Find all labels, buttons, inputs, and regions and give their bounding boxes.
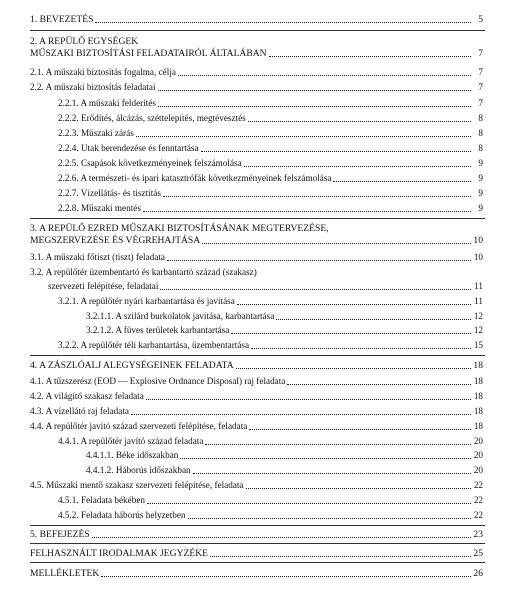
toc-entry-2-2-8[interactable] [58,203,483,214]
toc-page-number: 18 [473,360,483,371]
toc-entry-5[interactable] [30,529,483,540]
toc-entry-4[interactable] [30,360,483,371]
dot-leader [136,136,471,137]
toc-entry-3-2-2[interactable] [58,340,483,351]
dot-leader [147,503,471,504]
toc-entry-label: 2.1. A műszaki biztosítás fogalma, célja [30,67,176,77]
toc-entry-label: 2.2.6. A természeti- és ipari katasztrófák következményeinek felszámolása [58,173,332,183]
toc-page-number: 18 [473,391,483,401]
toc-page-number: 7 [478,48,483,59]
dot-leader [276,319,471,320]
toc-entry-label: 4.5. Műszaki mentő szakasz szervezeti felépítése, feladata [30,480,244,490]
toc-entry-label: 2.2.8. Műszaki mentés [58,203,141,213]
toc-page-number: 12 [473,325,483,335]
toc-entry-2-1[interactable] [30,67,483,78]
dot-leader [333,181,471,182]
toc-page-number: 20 [473,465,483,475]
dot-leader [160,289,471,290]
toc-page-number: 8 [478,113,483,123]
toc-entry-3-2-1-2[interactable] [86,325,483,336]
section-divider [30,30,485,31]
toc-entry-label: 3.2.1.2. A füves területek karbantartása [86,325,230,335]
toc-page-number: 8 [478,143,483,153]
dot-leader [269,56,471,57]
toc-page-number: 11 [474,296,483,306]
toc-page-number: 26 [473,568,483,579]
toc-entry-label: 2.2.3. Műszaki zárás [58,128,134,138]
dot-leader [163,196,471,197]
toc-entry-3-2-1[interactable] [58,296,483,307]
toc-entry-4-4-1-2[interactable] [86,465,483,476]
toc-entry-2-2-4[interactable] [58,143,483,154]
toc-page-number: 9 [478,173,483,183]
toc-entry-4-5-1[interactable] [58,495,483,506]
toc-page-number: 18 [473,421,483,431]
toc-entry-3-1[interactable] [30,252,483,263]
toc-entry-label: 5. BEFEJEZÉS [30,529,90,540]
toc-entry-1[interactable] [30,14,483,25]
dot-leader [244,166,471,167]
toc-entry-label: 2.2.1. A műszaki felderítés [58,98,156,108]
toc-entry-2-2-3[interactable] [58,128,483,139]
toc-entry-4-4-1[interactable] [58,436,483,447]
toc-entry-label: 4. A ZÁSZLÓALJ ALEGYSÉGEINEK FELADATA [30,360,234,371]
toc-page-number: 11 [474,281,483,291]
toc-entry-label: 4.5.1. Feladata békében [58,495,145,505]
section-divider [30,218,485,219]
dot-leader [167,260,471,261]
toc-page-number: 9 [478,203,483,213]
dot-leader [158,106,471,107]
toc-entry-label: 3.1. A műszaki főtiszt (tiszt) feladata [30,252,165,262]
toc-entry-label: szervezeti felépítése, feladatai [48,281,159,291]
toc-page-number: 7 [478,82,483,92]
toc-page-number: 9 [478,158,483,168]
toc-page-number: 22 [473,495,483,505]
toc-entry-4-4[interactable] [30,421,483,432]
section-divider [30,562,485,563]
dot-leader [131,414,471,415]
dot-leader [201,151,471,152]
dot-leader [146,399,471,400]
toc-entry-2-2-6[interactable] [58,173,483,184]
dot-leader [251,348,471,349]
dot-leader [95,22,471,23]
toc-entry-label: MŰSZAKI BIZTOSÍTÁSI FELADATAIRÓL ÁLTALÁBAN [30,48,267,59]
dot-leader [178,75,471,76]
toc-entry-2-2-1[interactable] [58,98,483,109]
dot-leader [249,429,471,430]
dot-leader [210,556,471,557]
toc-entry-label: 4.4.1.2. Háborús időszakban [86,465,191,475]
toc-entry-2-2-5[interactable] [58,158,483,169]
toc-page-number: 8 [478,128,483,138]
dot-leader [248,121,471,122]
dot-leader [158,90,471,91]
toc-page-number: 18 [473,376,483,386]
toc-page-number: 25 [473,548,483,559]
toc-entry-3[interactable] [30,235,483,246]
section-divider [30,355,485,356]
toc-entry-4-2[interactable] [30,391,483,402]
toc-entry-3-2-line1: 3.2. A repülőtér üzembentartó és karbantartó század (szakasz) [30,267,257,277]
toc-entry-2-2-2[interactable] [58,113,483,124]
dot-leader [92,537,471,538]
toc-entry-label: 3.2.2. A repülőtér téli karbantartása, üzembentartása [58,340,250,350]
toc-entry-4-5-2[interactable] [58,510,483,521]
toc-entry-3-2-1-1[interactable] [86,311,483,322]
toc-entry-label: 4.4. A repülőtér javító század szervezeti felépítése, feladata [30,421,248,431]
toc-page-number: 10 [473,235,483,246]
toc-page-number: 10 [473,252,483,262]
toc-entry-4-5[interactable] [30,480,483,491]
toc-entry-label: 4.4.1.1. Béke időszakban [86,450,179,460]
toc-entry-label: FELHASZNÁLT IRODALMAK JEGYZÉKE [30,548,209,559]
dot-leader [236,368,471,369]
dot-leader [143,211,471,212]
dot-leader [188,518,471,519]
toc-entry-label: 4.1. A tűzszerész (EOD — Explosive Ordnance Disposal) raj feladata [30,376,286,386]
dot-leader [231,333,471,334]
toc-entry-appendices[interactable] [30,568,483,579]
toc-entry-references[interactable] [30,548,483,559]
toc-entry-label: 3.2.1. A repülőtér nyári karbantartása és javítása [58,296,235,306]
toc-page-number: 7 [478,98,483,108]
toc-entry-2-2[interactable] [30,82,483,93]
toc-entry-label: 1. BEVEZETÉS [30,14,94,25]
toc-entry-label: 4.2. A világító szakasz feladata [30,391,144,401]
toc-entry-2[interactable] [30,48,483,59]
toc-page-number: 22 [473,510,483,520]
toc-entry-3-line1: 3. A REPÜLŐ EZRED MŰSZAKI BIZTOSÍTÁSÁNAK MEGTERVEZÉSE, [30,223,329,234]
toc-entry-label: 4.5.2. Feladata háborús helyzetben [58,510,186,520]
dot-leader [202,243,471,244]
toc-entry-2-line1: 2. A REPÜLŐ EGYSÉGEK [30,36,139,47]
toc-entry-label: 2.2.4. Utak berendezése és fenntartása [58,143,199,153]
toc-entry-4-1[interactable] [30,376,483,387]
dot-leader [180,458,471,459]
dot-leader [101,576,471,577]
dot-leader [237,304,471,305]
section-divider [30,525,485,526]
toc-entry-3-2[interactable] [48,281,483,292]
toc-entry-label: 2.2.7. Vízellátás- és tisztítás [58,188,161,198]
toc-entry-4-4-1-1[interactable] [86,450,483,461]
toc-entry-label: MEGSZERVEZÉSE ÉS VÉGREHAJTÁSA [30,235,201,246]
toc-page-number: 20 [473,450,483,460]
toc-page-number: 23 [473,529,483,540]
toc-page-number: 15 [473,340,483,350]
toc-page-number: 5 [478,14,483,25]
toc-page-number: 18 [473,406,483,416]
dot-leader [287,384,471,385]
dot-leader [193,473,471,474]
toc-page-number: 12 [473,311,483,321]
toc-entry-2-2-7[interactable] [58,188,483,199]
dot-leader [205,444,471,445]
toc-entry-label: 2.2. A műszaki biztosítás feladatai [30,82,156,92]
dot-leader [246,488,471,489]
toc-entry-label: 4.3. A vízellátó raj feladata [30,406,129,416]
toc-page-number: 7 [478,67,483,77]
toc-page-number: 20 [473,436,483,446]
toc-entry-label: 2.2.5. Csapások következményeinek felszámolása [58,158,242,168]
toc-entry-4-3[interactable] [30,406,483,417]
toc-entry-label: MELLÉKLETEK [30,568,100,579]
toc-page-number: 22 [473,480,483,490]
toc-page-number: 9 [478,188,483,198]
toc-entry-label: 4.4.1. A repülőtér javító század feladata [58,436,204,446]
toc-entry-label: 2.2.2. Erődítés, álcázás, széttelepítés, megtévesztés [58,113,246,123]
section-divider [30,543,485,544]
toc-entry-label: 3.2.1.1. A szilárd burkolatok javítása, karbantartása [86,311,275,321]
